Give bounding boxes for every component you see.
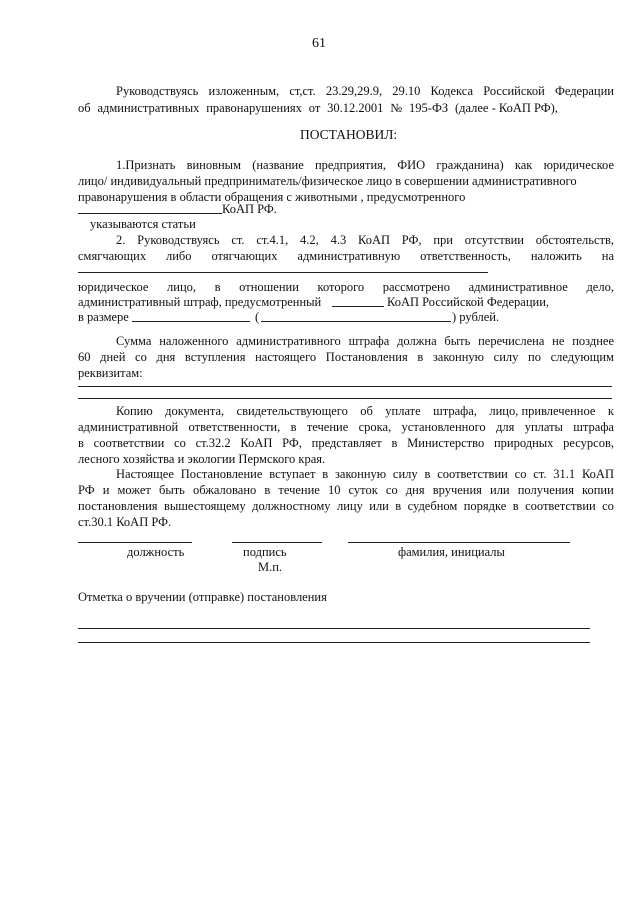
word: наложить: [530, 249, 582, 263]
word: рассмотрено: [382, 280, 450, 294]
word: ресурсов,: [563, 436, 614, 450]
effect-line-4: ст.30.1 КоАП РФ.: [78, 515, 172, 529]
word: для: [496, 420, 515, 434]
word: дней: [100, 350, 126, 364]
word: лицу: [336, 499, 363, 513]
word: КоАП: [357, 233, 391, 247]
delivery-note: Отметка о вручении (отправке) постановления: [78, 590, 327, 604]
word: установленного: [401, 420, 486, 434]
word: Руководствуясь: [116, 84, 199, 98]
word: смягчающих: [78, 249, 147, 263]
word: должна: [397, 334, 437, 348]
word: дело,: [586, 280, 614, 294]
copy-line-4: лесного хозяйства и экологии Пермского края.: [78, 452, 326, 466]
word: 23.29,29.9,: [325, 84, 383, 98]
word: юридическое: [543, 158, 614, 172]
effect-line-2: [78, 482, 614, 498]
word: изложенным,: [208, 84, 280, 98]
word: КоАП: [240, 436, 273, 450]
word: штрафа,: [433, 404, 477, 418]
word: копии: [582, 483, 614, 497]
word: №: [390, 101, 403, 115]
amount-blank: [132, 321, 250, 322]
word: административного: [236, 334, 341, 348]
word: или: [490, 483, 510, 497]
word: РФ,: [282, 436, 302, 450]
word: Российской: [483, 84, 545, 98]
word: при: [433, 233, 453, 247]
word: вручения: [432, 483, 482, 497]
word: от: [308, 101, 321, 115]
word: суток: [348, 483, 378, 497]
word: 4.3: [330, 233, 347, 247]
item2-line-4-end: КоАП Российской Федерации,: [387, 295, 550, 309]
word: Руководствуясь: [137, 233, 220, 247]
word: обстоятельств,: [535, 233, 614, 247]
word: РФ,: [401, 233, 422, 247]
stamp-label: М.п.: [258, 560, 283, 574]
word: или: [369, 499, 389, 513]
word: законную: [432, 350, 485, 364]
word: в: [395, 499, 402, 513]
word: со: [514, 467, 527, 481]
word: Сумма: [116, 334, 152, 348]
word: ст.32.2: [195, 436, 231, 450]
word: со: [385, 483, 398, 497]
word: документа,: [165, 404, 225, 418]
word: законную: [334, 467, 387, 481]
word: уплаты: [524, 420, 563, 434]
word: уплате: [385, 404, 421, 418]
name-signature-line: [348, 542, 570, 543]
word: со: [602, 499, 614, 513]
word: в: [322, 467, 329, 481]
word: гражданина): [436, 158, 504, 172]
item2-line-3: [78, 279, 614, 295]
word: административной: [78, 420, 179, 434]
word: природных: [493, 436, 554, 450]
amount-close: ) рублей.: [452, 310, 500, 324]
word: ст.: [231, 233, 245, 247]
word: ст.: [533, 467, 547, 481]
word: не: [552, 334, 565, 348]
word: представляет: [311, 436, 382, 450]
word: виновным: [186, 158, 241, 172]
word: лицо,: [167, 280, 197, 294]
word: отсутствии: [464, 233, 524, 247]
word: Министерство: [407, 436, 485, 450]
fine-line-3: реквизитам:: [78, 366, 143, 380]
word: в: [512, 499, 519, 513]
intro-line-2: [78, 100, 558, 116]
word: со: [174, 436, 186, 450]
delivery-line-2: [78, 642, 590, 643]
word: вступления: [184, 350, 246, 364]
word: соответствии: [525, 499, 596, 513]
position-label: должность: [127, 545, 185, 559]
word: ФИО: [397, 158, 426, 172]
word: административное: [468, 280, 568, 294]
item1-line-4: КоАП РФ.: [222, 202, 277, 216]
item1-line-3: правонарушения в области обращения с животными , предусмотренного: [78, 190, 466, 204]
word: в: [424, 467, 431, 481]
word: соответствии: [437, 467, 508, 481]
word: судебном: [407, 499, 458, 513]
word: отношении: [239, 280, 299, 294]
signature-line: [232, 542, 322, 543]
word: Кодекса: [430, 84, 474, 98]
word: в: [391, 436, 398, 450]
word: ст.4.1,: [256, 233, 289, 247]
effect-line-3: [78, 498, 614, 514]
word: в: [290, 420, 297, 434]
word: 195-ФЗ: [409, 101, 449, 115]
word: в: [417, 350, 424, 364]
word: в: [264, 483, 271, 497]
word: ответственность,: [420, 249, 511, 263]
word: вступает: [269, 467, 316, 481]
position-signature-line: [78, 542, 192, 543]
word: 4.2,: [300, 233, 319, 247]
signature-label: подпись: [243, 545, 287, 559]
word: лицо, привлеченное: [489, 404, 596, 418]
word: ответственности,: [188, 420, 281, 434]
word: в: [214, 280, 221, 294]
word: наложенного: [159, 334, 229, 348]
word: либо: [166, 249, 192, 263]
word: 2.: [116, 233, 126, 247]
item1-line-2: лицо/ индивидуальный предприниматель/физическое лицо в совершении административного: [78, 174, 577, 188]
word: обжаловано: [192, 483, 257, 497]
word: правонарушениях: [206, 101, 302, 115]
article-blank-line: [78, 213, 222, 214]
requisites-line-2: [78, 398, 612, 399]
delivery-line-1: [78, 628, 590, 629]
offender-blank-line: [78, 272, 488, 273]
heading-postanovil: ПОСТАНОВИЛ:: [300, 127, 398, 142]
word: Копию: [116, 404, 153, 418]
word: административную: [297, 249, 401, 263]
word: должностному: [252, 499, 331, 513]
word: силу: [493, 350, 519, 364]
word: штрафа: [573, 420, 614, 434]
word: об: [360, 404, 373, 418]
copy-line-1: [116, 403, 614, 419]
word: как: [514, 158, 533, 172]
word: быть: [444, 334, 471, 348]
word: дня: [156, 350, 176, 364]
name-label: фамилия, инициалы: [398, 545, 505, 559]
word: Постановление: [180, 467, 263, 481]
item2-line-1: [116, 232, 614, 248]
word: Постановления: [325, 350, 408, 364]
word: силу: [392, 467, 418, 481]
word: перечислена: [478, 334, 545, 348]
intro-line-1: [116, 83, 614, 99]
word: и: [102, 483, 110, 497]
word: Настоящее: [116, 467, 174, 481]
word: 10: [327, 483, 341, 497]
word: вышестоящему: [163, 499, 246, 513]
word: 29.10: [392, 84, 421, 98]
word: быть: [158, 483, 185, 497]
word: постановления: [78, 499, 158, 513]
word: со: [135, 350, 147, 364]
item1-note: указываются статьи: [90, 217, 196, 231]
item1-line-1: [116, 157, 614, 173]
word: к: [607, 404, 614, 418]
word: следующим: [550, 350, 614, 364]
word: настоящего: [255, 350, 317, 364]
word: течение: [278, 483, 320, 497]
item2-line-2: [78, 248, 614, 264]
word: об: [78, 101, 91, 115]
word: (название: [252, 158, 304, 172]
word: может: [117, 483, 151, 497]
word: срока,: [358, 420, 392, 434]
word: соответствии: [93, 436, 165, 450]
word: на: [601, 249, 614, 263]
word: отягчающих: [211, 249, 278, 263]
word: течение: [306, 420, 349, 434]
page-number: 61: [312, 36, 326, 51]
amount-words-blank: [261, 321, 451, 322]
copy-line-2: [78, 419, 614, 435]
word: которого: [317, 280, 365, 294]
item2-line-5-prefix: в размере: [78, 310, 129, 324]
word: свидетельствующего: [236, 404, 348, 418]
copy-line-3: [78, 435, 614, 451]
word: Федерации: [554, 84, 614, 98]
word: в: [78, 436, 84, 450]
word: юридическое: [78, 280, 149, 294]
word: (далее - КоАП РФ),: [454, 101, 558, 115]
item2-line-4-start: административный штраф, предусмотренный: [78, 295, 322, 309]
word: ст,ст.: [289, 84, 316, 98]
word: предприятия,: [314, 158, 387, 172]
fine-line-2: [78, 349, 614, 365]
word: штрафа: [348, 334, 390, 348]
word: 1.Признать: [116, 158, 176, 172]
word: 60: [78, 350, 91, 364]
amount-open-paren: (: [255, 310, 260, 324]
word: получения: [517, 483, 574, 497]
requisites-line-1: [78, 386, 612, 387]
word: КоАП: [581, 467, 614, 481]
word: административных: [97, 101, 200, 115]
word: порядке: [463, 499, 507, 513]
word: по: [528, 350, 541, 364]
word: 31.1: [553, 467, 576, 481]
word: 30.12.2001: [327, 101, 384, 115]
fine-line-1: [116, 333, 614, 349]
effect-line-1: [116, 466, 614, 482]
article-blank-2: [332, 306, 384, 307]
word: позднее: [572, 334, 614, 348]
word: РФ: [78, 483, 95, 497]
word: дня: [405, 483, 425, 497]
